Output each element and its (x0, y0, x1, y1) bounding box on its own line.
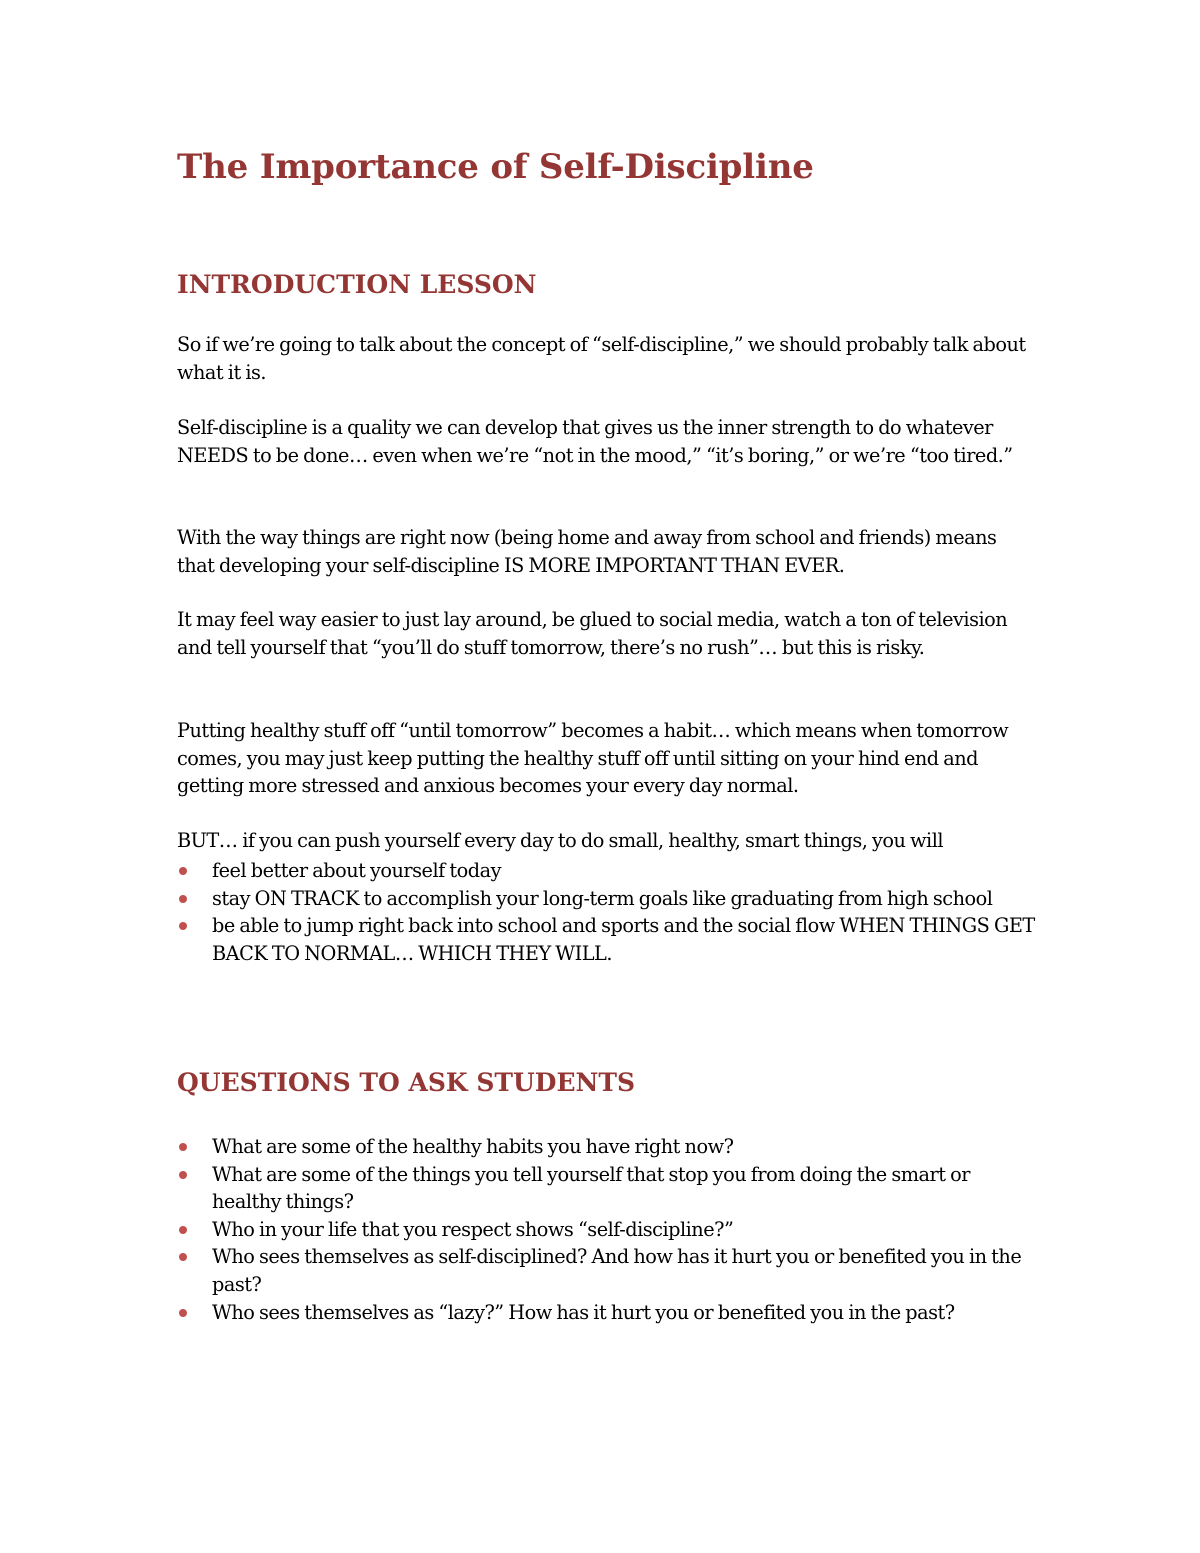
intro-paragraph: So if we’re going to talk about the concept of “self-discipline,” we should probably talk about what it is. (177, 333, 1026, 384)
list-item-text: Who sees themselves as self-disciplined? And how has it hurt you or benefited you in the past? (212, 1245, 1022, 1296)
intro-paragraph: It may feel way easier to just lay around, be glued to social media, watch a ton of television and tell yourself that “you’ll do stuff tomorrow, there’s no rush”… but this is risky. (177, 608, 1008, 659)
intro-paragraph: Self-discipline is a quality we can develop that gives us the inner strength to do whatever NEEDS to be done… even when we’re “not in the mood,” “it’s boring,” or we’re “too tired.” (177, 416, 1013, 467)
list-item (177, 1243, 1037, 1298)
list-item (177, 1299, 1037, 1327)
intro-paragraph: Putting healthy stuff off “until tomorrow” becomes a habit… which means when tomorrow comes, you may just keep putting the healthy stuff off until sitting on your hind end and getting more stressed and anxious becomes your every day normal. (177, 719, 1009, 798)
section-heading-introduction: INTRODUCTION LESSON (177, 270, 537, 299)
list-item-text: What are some of the things you tell yourself that stop you from doing the smart or healthy things? (212, 1162, 970, 1214)
list-item-text: What are some of the healthy habits you have right now? (212, 1135, 734, 1158)
round-bullet-icon (179, 1309, 187, 1317)
list-item (177, 1216, 1037, 1244)
round-bullet-icon (179, 895, 187, 903)
list-item-text: be able to jump right back into school and sports and the social flow WHEN THINGS GET BACK TO NORMAL… WHICH THEY WILL. (212, 914, 1035, 965)
round-bullet-icon (179, 1171, 187, 1179)
round-bullet-icon (179, 1253, 187, 1261)
questions-list (177, 1133, 1037, 1326)
list-item (177, 857, 1037, 885)
list-item-text: feel better about yourself today (212, 859, 501, 882)
list-item (177, 1161, 1037, 1216)
list-item-text: Who in your life that you respect shows “self-discipline?” (212, 1217, 734, 1241)
list-item-text: stay ON TRACK to accomplish your long-term goals like graduating from high school (212, 886, 993, 910)
list-item (177, 1133, 1037, 1161)
intro-paragraph: With the way things are right now (being home and away from school and friends) means that developing your self-discipline IS MORE IMPORTANT THAN EVER. (177, 526, 997, 577)
round-bullet-icon (179, 1143, 187, 1151)
document-title: The Importance of Self-Discipline (177, 147, 814, 187)
list-item (177, 885, 1037, 913)
section-heading-questions: QUESTIONS TO ASK STUDENTS (177, 1068, 636, 1097)
list-item-text: Who sees themselves as “lazy?” How has it hurt you or benefited you in the past? (212, 1300, 955, 1324)
intro-paragraph: BUT… if you can push yourself every day to do small, healthy, smart things, you will (177, 829, 944, 852)
list-item (177, 912, 1037, 967)
benefits-list (177, 857, 1037, 967)
round-bullet-icon (179, 867, 187, 875)
round-bullet-icon (179, 1226, 187, 1234)
round-bullet-icon (179, 922, 187, 930)
